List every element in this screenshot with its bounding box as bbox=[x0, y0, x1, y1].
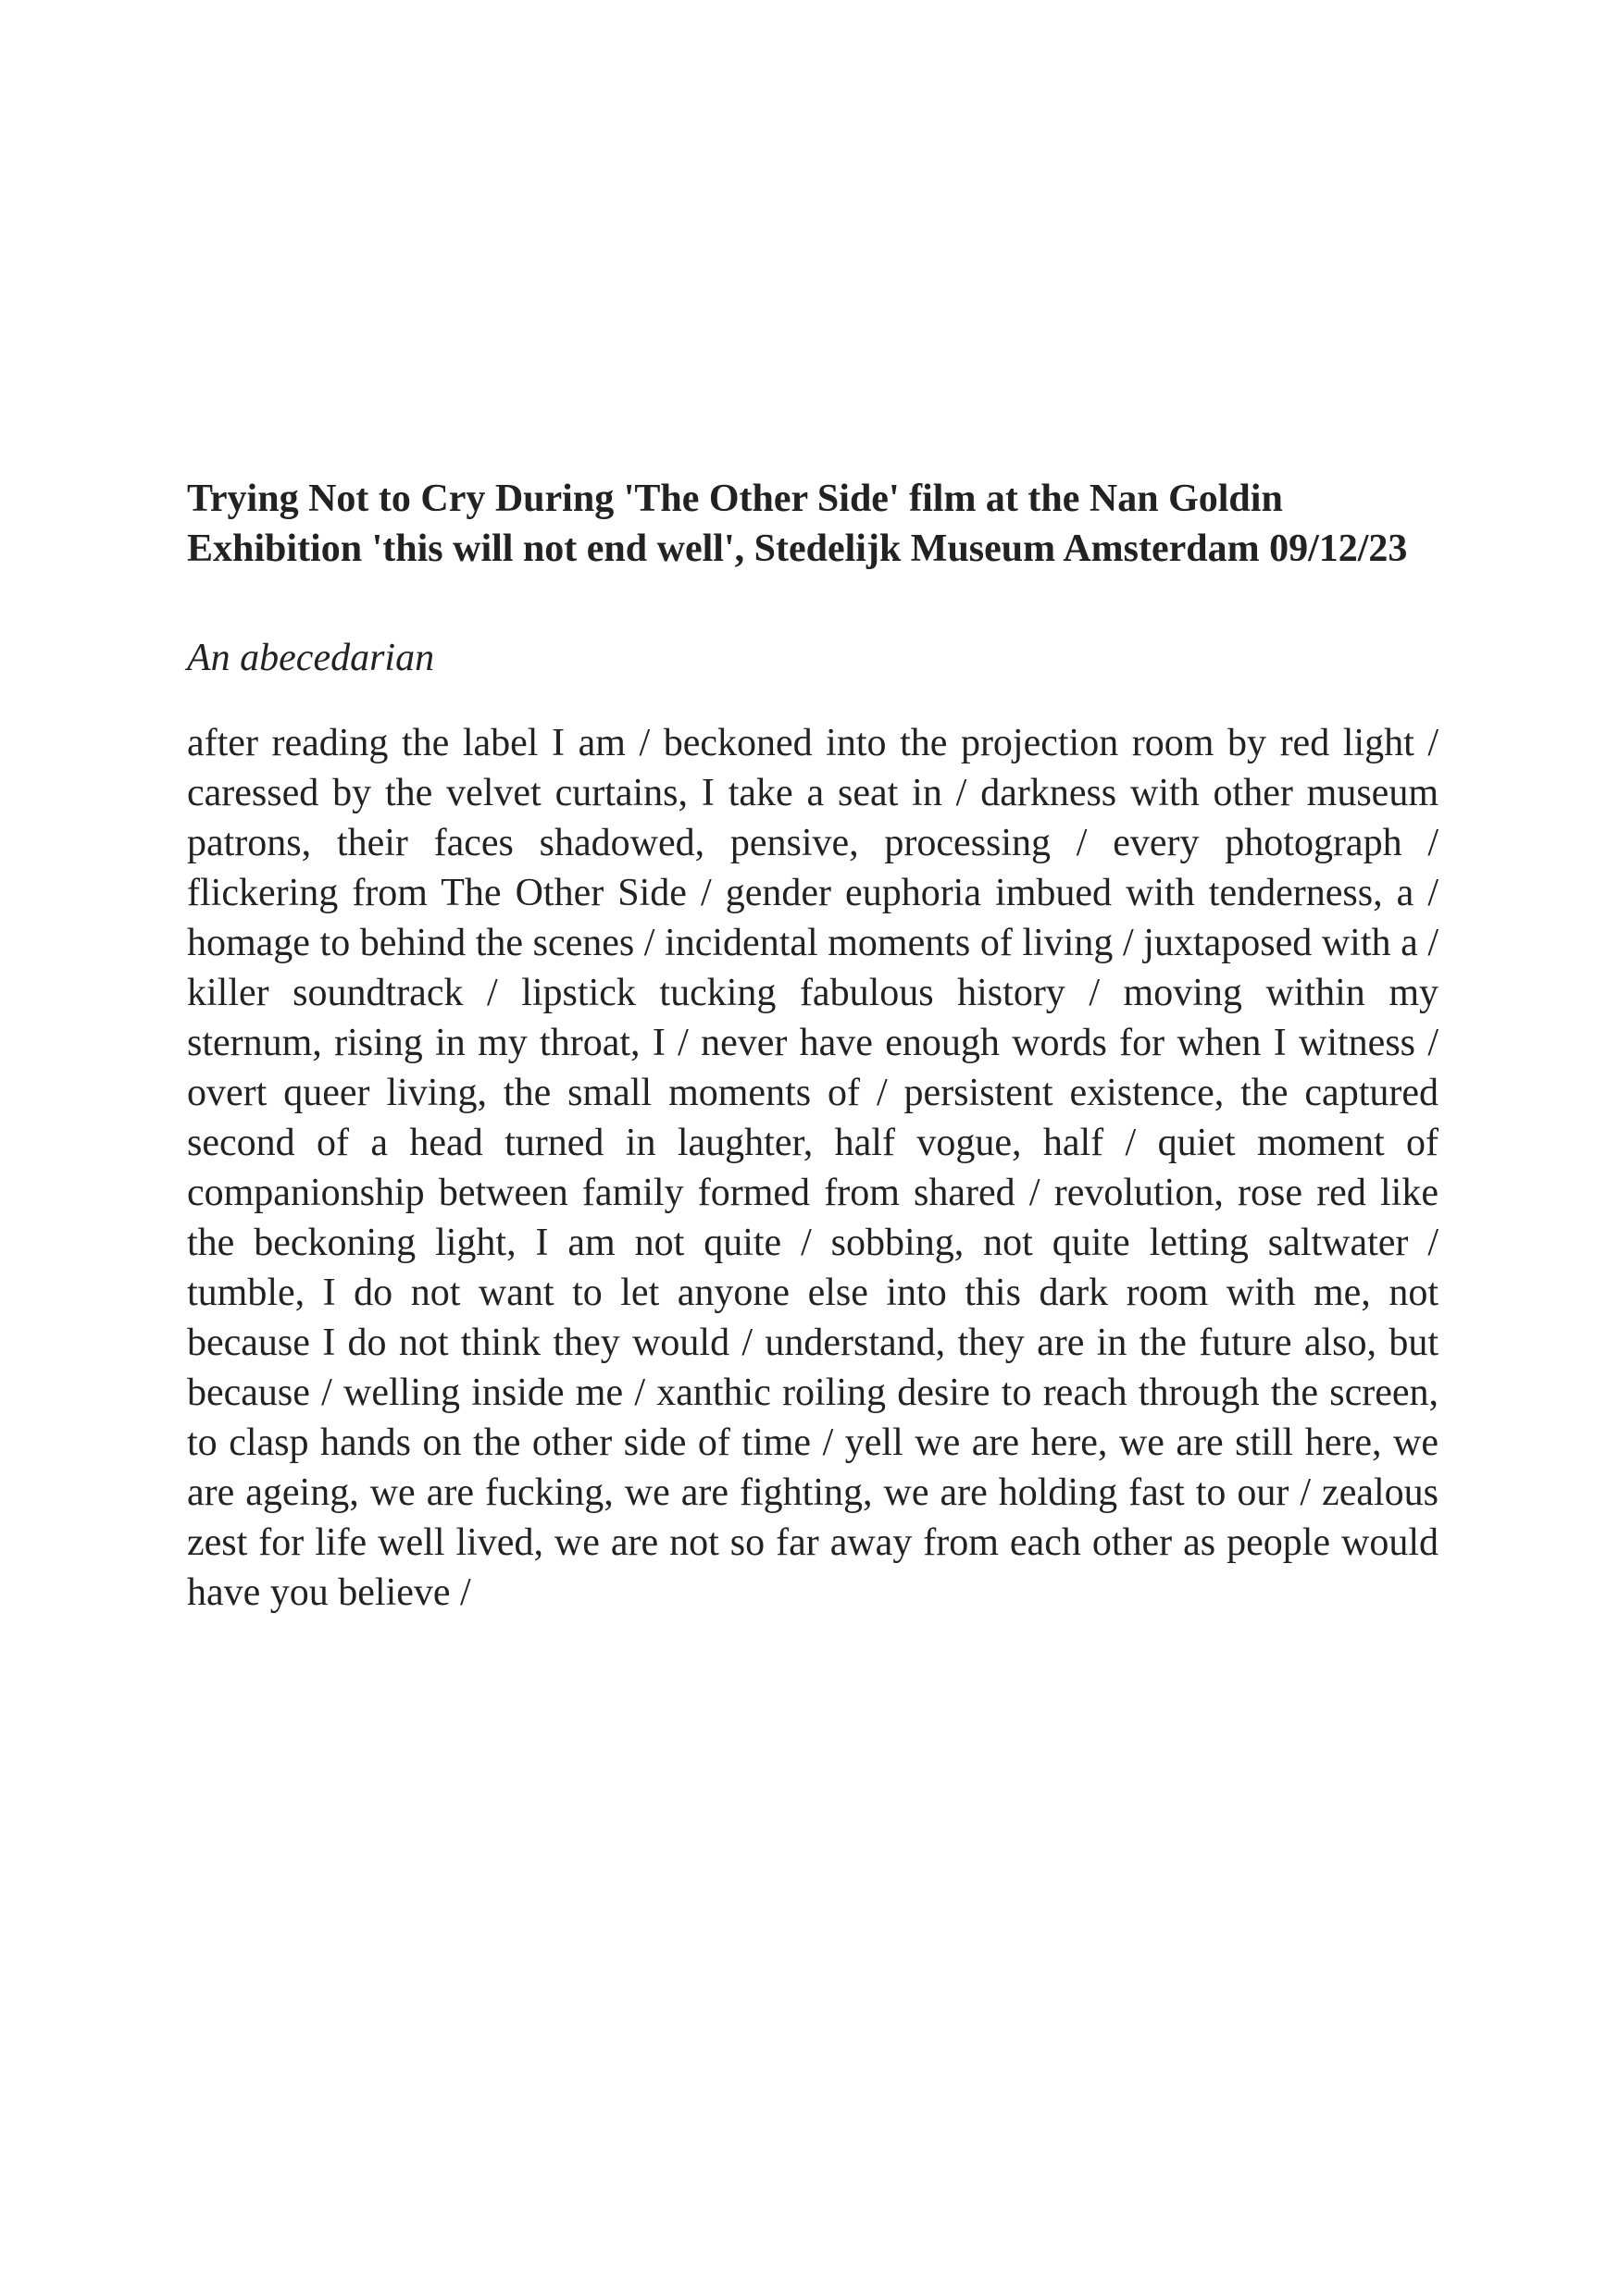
poem-subtitle: An abecedarian bbox=[187, 637, 435, 679]
poem-title: Trying Not to Cry During 'The Other Side' film at the Nan Goldin Exhibition 'this will not end well', Stedelijk Museum Amsterdam 09/12/23 bbox=[187, 478, 1408, 570]
poem-content bbox=[187, 474, 1438, 1618]
poem-body: after reading the label I am / beckoned into the projection room by red light / caressed by the velvet curtains, I take a seat in / darkness with other museum patrons, their faces shadowed, pensive, processing / every photograph / flickering from The Other Side / gender euphoria imbued with tenderness, a / homage to behind the scenes / incidental moments of living / juxtaposed with a / killer soundtrack / lipstick tucking fabulous history / moving within my sternum, rising in my throat, I / never have enough words for when I witness / overt queer living, the small moments of / persistent existence, the captured second of a head turned in laughter, half vogue, half / quiet moment of companionship between family formed from shared / revolution, rose red like the beckoning light, I am not quite / sobbing, not quite letting saltwater / tumble, I do not want to let anyone else into this dark room with me, not because I do not think they would / understand, they are in the future also, but because / welling inside me / xanthic roiling desire to reach through the screen, to clasp hands on the other side of time / yell we are here, we are still here, we are ageing, we are fucking, we are fighting, we are holding fast to our / zealous zest for life well lived, we are not so far away from each other as people would have you believe / bbox=[187, 722, 1438, 1614]
